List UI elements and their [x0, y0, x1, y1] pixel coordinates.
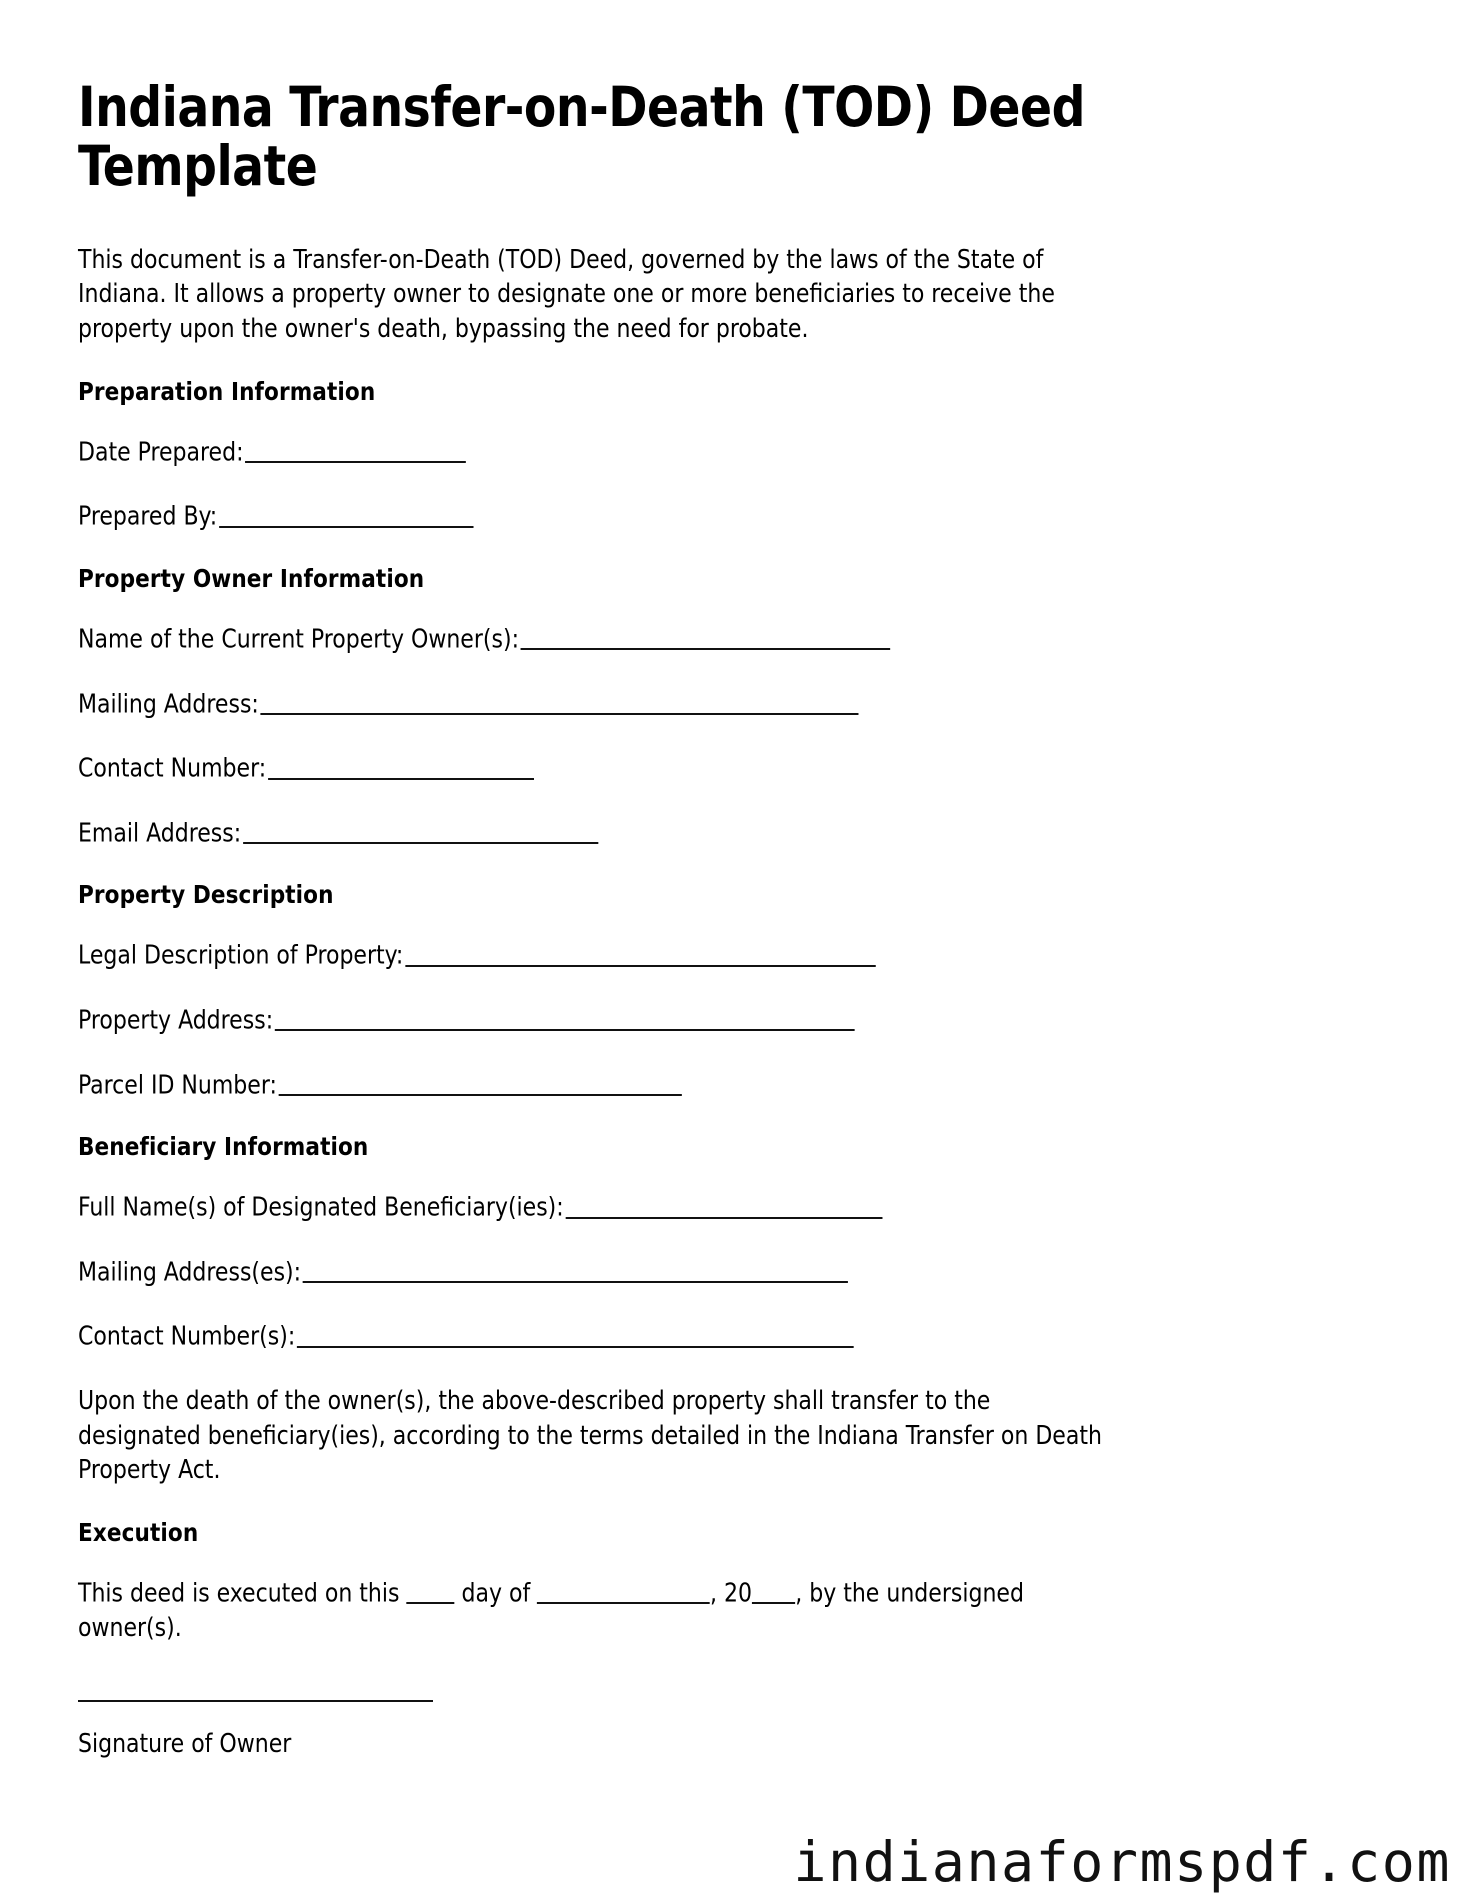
- field-blank-owner-mailing-address[interactable]: [261, 690, 859, 715]
- field-blank-owner-contact-number[interactable]: [268, 754, 534, 779]
- execution-text-part-4: , by the undersigned owner(s).: [78, 1578, 1024, 1644]
- field-label-owner-mailing-address: Mailing Address:: [78, 689, 259, 720]
- field-blank-owner-email-address[interactable]: [243, 819, 598, 844]
- signature-line[interactable]: [78, 1700, 433, 1702]
- execution-text-part-3: , 20: [710, 1578, 753, 1609]
- field-row-legal-description: [78, 938, 1329, 973]
- page-title: Indiana Transfer-on-Death (TOD) Deed Template: [78, 75, 1085, 199]
- field-row-owner-contact-number: [78, 751, 1329, 786]
- field-label-parcel-id-number: Parcel ID Number:: [78, 1070, 277, 1100]
- site-watermark: indianaformspdf.com: [793, 1830, 1451, 1894]
- field-row-prepared-by: [78, 499, 1329, 534]
- field-label-property-address: Property Address:: [78, 1005, 274, 1036]
- field-row-owner-email-address: [78, 816, 1329, 851]
- section-heading-property-description: Property Description: [78, 880, 334, 910]
- execution-text-part-2: day of: [461, 1578, 531, 1609]
- execution-text-part-1: This deed is executed on this: [78, 1578, 400, 1609]
- intro-paragraph: This document is a Transfer-on-Death (TOD) Deed, governed by the laws of the State of Indiana. It allows a property owner to designate one or more beneficiaries to receive the property upon the owner's death, bypassing the need for probate.: [78, 244, 1055, 345]
- field-label-owner-email-address: Email Address:: [78, 818, 242, 849]
- section-heading-preparation: Preparation Information: [78, 376, 376, 406]
- field-row-owner-mailing-address: [78, 687, 1329, 722]
- field-blank-beneficiary-mailing-address[interactable]: [303, 1258, 848, 1283]
- execution-blank-month[interactable]: [537, 1579, 710, 1604]
- field-row-date-prepared: [78, 435, 1329, 470]
- field-row-property-address: [78, 1003, 1329, 1038]
- field-label-owner-contact-number: Contact Number:: [78, 753, 267, 784]
- field-row-owner-name: [78, 622, 1329, 657]
- field-blank-property-address[interactable]: [275, 1006, 855, 1031]
- field-blank-date-prepared[interactable]: [245, 438, 466, 463]
- section-heading-beneficiary: Beneficiary Information: [78, 1132, 369, 1162]
- execution-statement: [78, 1576, 1110, 1646]
- field-label-legal-description: Legal Description of Property:: [78, 940, 404, 971]
- field-blank-beneficiary-contact-number[interactable]: [297, 1322, 854, 1347]
- field-row-beneficiary-contact-number: [78, 1319, 1329, 1354]
- field-blank-prepared-by[interactable]: [219, 502, 473, 527]
- field-row-beneficiary-name: [78, 1190, 1329, 1225]
- section-heading-execution: Execution: [78, 1517, 199, 1547]
- field-blank-owner-name[interactable]: [521, 625, 891, 650]
- field-label-date-prepared: Date Prepared:: [78, 437, 244, 468]
- field-label-beneficiary-name: Full Name(s) of Designated Beneficiary(ies):: [78, 1192, 564, 1223]
- field-row-parcel-id-number: [78, 1068, 1329, 1103]
- field-label-prepared-by: Prepared By:: [78, 501, 218, 532]
- section-heading-property-owner: Property Owner Information: [78, 563, 425, 593]
- execution-blank-year[interactable]: [752, 1579, 795, 1604]
- field-label-beneficiary-mailing-address: Mailing Address(es):: [78, 1257, 302, 1288]
- execution-blank-day[interactable]: [406, 1579, 454, 1604]
- field-label-beneficiary-contact-number: Contact Number(s):: [78, 1321, 296, 1352]
- signature-caption: Signature of Owner: [78, 1728, 292, 1759]
- transfer-clause-paragraph: Upon the death of the owner(s), the above-described property shall transfer to the designated beneficiary(ies), according to the terms detailed in the Indiana Transfer on Death Property Act.: [78, 1385, 1102, 1486]
- field-label-owner-name: Name of the Current Property Owner(s):: [78, 624, 519, 655]
- field-blank-parcel-id-number[interactable]: [279, 1071, 682, 1096]
- field-blank-legal-description[interactable]: [405, 941, 875, 966]
- field-blank-beneficiary-name[interactable]: [566, 1193, 883, 1218]
- field-row-beneficiary-mailing-address: [78, 1255, 1329, 1290]
